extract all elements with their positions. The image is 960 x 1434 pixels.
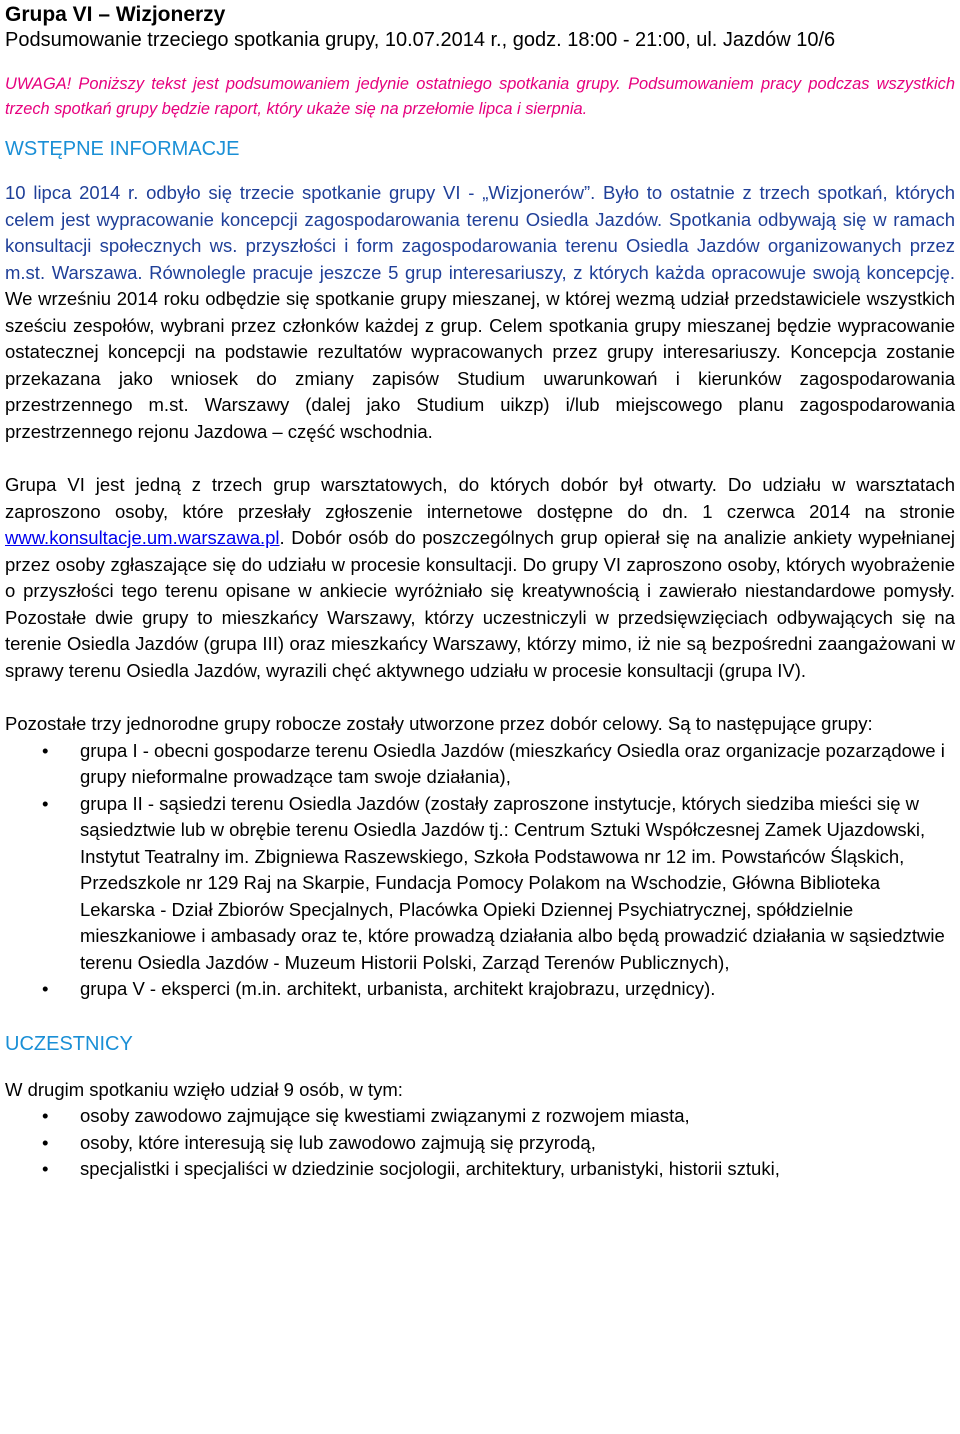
list-item: • specjalistki i specjaliści w dziedzinie socjologii, architektury, urbanistyki, historii sztuki,: [5, 1156, 955, 1183]
list-item: • grupa I - obecni gospodarze terenu Osiedla Jazdów (mieszkańcy Osiedla oraz organizacje pozarządowe i grupy nieformalne prowadzące tam swoje działania),: [42, 739, 945, 787]
bullet-icon: •: [42, 978, 49, 999]
notice-paragraph: UWAGA! Poniższy tekst jest podsumowaniem jedynie ostatniego spotkania grupy. Podsumowaniem pracy podczas wszystkich trzech spotkań grupy będzie raport, który ukaże się na przełomie lipca i sierpnia.: [5, 75, 955, 118]
list-item: • osoby zawodowo zajmujące się kwestiami związanymi z rozwojem miasta,: [5, 1103, 955, 1130]
bullet-icon: •: [42, 739, 49, 761]
other-groups-paragraph: Pozostałe trzy jednorodne grupy robocze zostały utworzone przez dobór celowy. Są to następujące grupy:: [5, 713, 873, 734]
recruitment-paragraph: [5, 472, 955, 684]
intro-paragraph: [5, 180, 955, 445]
bullet-icon: •: [42, 792, 49, 814]
section-heading-initial-info: WSTĘPNE INFORMACJE: [5, 138, 240, 160]
document-subtitle: Podsumowanie trzeciego spotkania grupy, 10.07.2014 r., godz. 18:00 - 21:00, ul. Jazdów 10/6: [5, 29, 836, 51]
list-item: • grupa II - sąsiedzi terenu Osiedla Jazdów (zostały zaproszone instytucje, których siedziba mieści się w sąsiedztwie lub w obrębie terenu Osiedla Jazdów tj.: Centrum Sztuki Współczesnej Zamek Ujazdowski, Instytut Teatralny im. Zbigniewa Raszewskiego, Szkoła Podstawowa nr 12 im. Powstańców Śląskich, Przedszkole nr 129 Raj na Skarpie, Fundacja Pomocy Polakom na Wschodzie, Główna Biblioteka Lekarska - Dział Zbiorów Specjalnych, Placówka Opieki Dziennej Psychiatrycznej, spółdzielnie mieszkaniowe i ambasady oraz te, które prowadzą działania albo będą prowadzić działania w sąsiedztwie terenu Osiedla Jazdów - Muzeum Historii Polski, Zarząd Terenów Publicznych),: [42, 792, 945, 973]
recruitment-text-end: . Dobór osób do poszczególnych grup opierał się na analizie ankiety wypełnianej przez osoby zgłaszające się do udziału w procesie konsultacji. Do grupy VI zaproszono osoby, których wyobrażenie o przyszłości tego terenu opisane w ankiecie wyróżniało się kreatywnością i zawierało niestandardowe pomysły. Pozostałe dwie grupy to mieszkańcy Warszawy, którzy uczestniczyli w przedsięwzięciach odbywających się na terenie Osiedla Jazdów (grupa III) oraz mieszkańcy Warszawy, którzy mimo, iż nie są bezpośredni zaangażowani w sprawy terenu Osiedla Jazdów, wyrazili chęć aktywnego udziału w procesie konsultacji (grupa IV).: [5, 527, 955, 681]
recruitment-text-start: Grupa VI jest jedną z trzech grup warsztatowych, do których dobór był otwarty. Do udziału w warsztatach zaproszono osoby, które przesłały zgłoszenie internetowe dostępne do dn. 1 czerwca 2014 na stronie: [5, 474, 955, 522]
consultation-site-link[interactable]: www.konsultacje.um.warszawa.pl: [5, 527, 280, 548]
section-heading-participants: UCZESTNICY: [5, 1032, 133, 1055]
document-page: [5, 0, 955, 1183]
participants-list: [5, 1103, 955, 1183]
participants-paragraph: W drugim spotkaniu wzięło udział 9 osób, w tym:: [5, 1078, 403, 1100]
list-item: • grupa V - eksperci (m.in. architekt, urbanista, architekt krajobrazu, urzędnicy).: [5, 976, 955, 1003]
list-item: • osoby, które interesują się lub zawodowo zajmują się przyrodą,: [5, 1130, 955, 1157]
intro-paragraph-part1: 10 lipca 2014 r. odbyło się trzecie spotkanie grupy VI - „Wizjonerów”. Było to ostatnie z trzech spotkań, których celem jest wypracowanie koncepcji zagospodarowania terenu Osiedla Jazdów. Spotkania odbywają się w ramach konsultacji społecznych ws. przyszłości i form zagospodarowania terenu Osiedla Jazdów organizowanych przez m.st. Warszawa. Równolegle pracuje jeszcze 5 grup interesariuszy, z których każda opracowuje swoją koncepcję.: [5, 182, 955, 283]
bullet-icon: •: [42, 1131, 49, 1153]
bullet-icon: •: [42, 1105, 49, 1126]
document-title: Grupa VI – Wizjonerzy: [5, 3, 226, 26]
bullet-icon: •: [42, 1158, 49, 1179]
intro-paragraph-part2: We wrześniu 2014 roku odbędzie się spotkanie grupy mieszanej, w której wezmą udział przedstawiciele wszystkich sześciu zespołów, wybrani przez członków każdej z grup. Celem spotkania grupy mieszanej będzie wypracowanie ostatecznej koncepcji na podstawie rezultatów wypracowanych przez grupy interesariuszy. Koncepcja zostanie przekazana jako wniosek do zmiany zapisów Studium uwarunkowań i kierunków zagospodarowania przestrzennego m.st. Warszawy (dalej jako Studium uikzp) i/lub miejscowego planu zagospodarowania przestrzennego rejonu Jazdowa – część wschodnia.: [5, 288, 955, 442]
groups-list: [5, 738, 955, 1003]
